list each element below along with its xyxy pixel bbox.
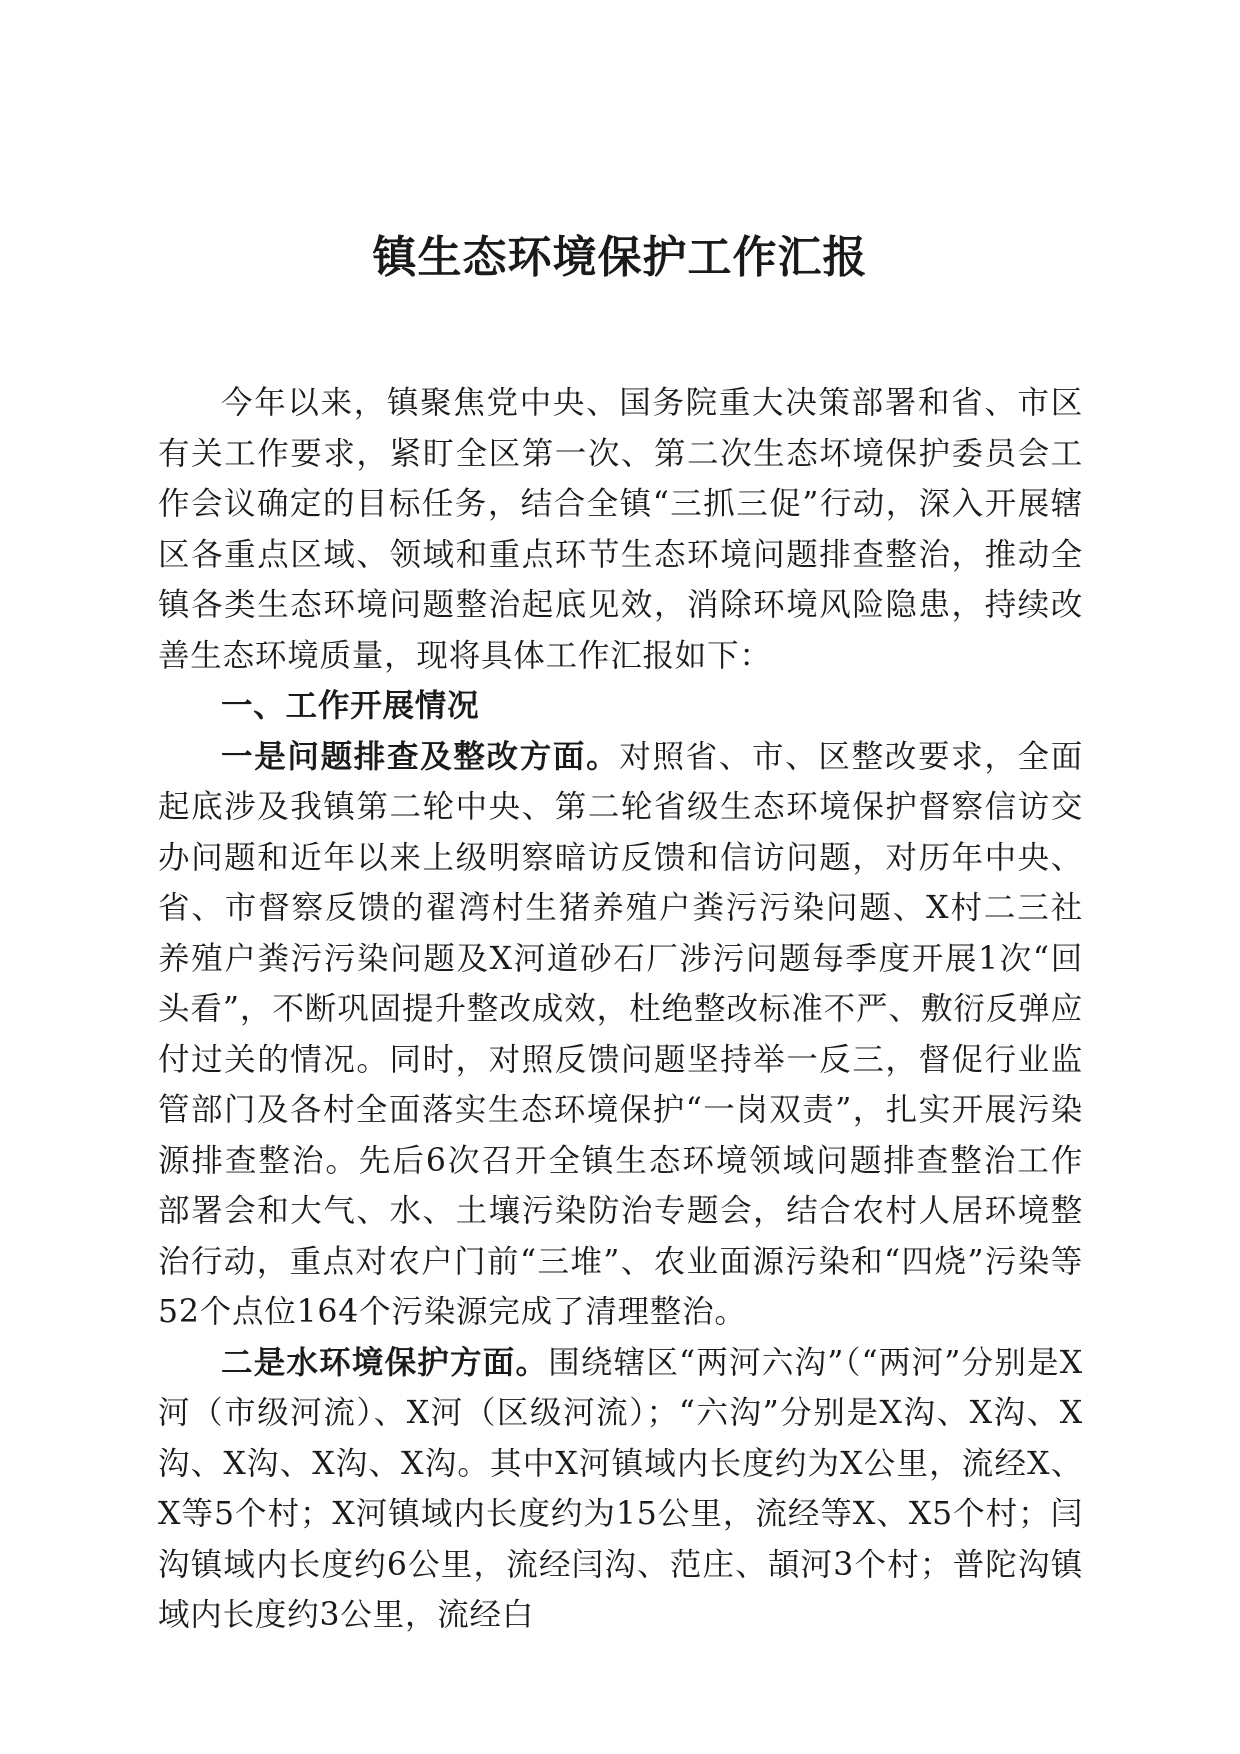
item-water-protection — [158, 1338, 1083, 1641]
document-body — [158, 378, 1083, 1641]
section-heading: 一、工作开展情况 — [221, 688, 480, 724]
item-text: 对照省、市、区整改要求，全面起底涉及我镇第二轮中央、第二轮省级生态环境保护督察信访交办问题和近年以来上级明察暗访反馈和信访问题，对历年中央、省、市督察反馈的翟湾村生猪养殖户粪污污染问题、X村二三社养殖户粪污污染问题及X河道砂石厂涉污问题每季度开展1次“回头看”，不断巩固提升整改成效，杜绝整改标准不严、敷衍反弹应付过关的情况。同时，对照反馈问题坚持举一反三，督促行业监管部门及各村全面落实生态环境保护“一岗双责”，扎实开展污染源排查整治。先后6次召开全镇生态环境领域问题排查整治工作部署会和大气、水、土壤污染防治专题会，结合农村人居环境整治行动，重点对农户门前“三堆”、农业面源污染和“四烧”污染等52个点位164个污染源完成了清理整治。 — [158, 738, 1084, 1330]
item-lead: 二是水环境保护方面。 — [221, 1343, 549, 1381]
document-title: 镇生态环境保护工作汇报 — [372, 232, 868, 283]
item-text: 围绕辖区“两河六沟”（“两河”分别是X河（市级河流）、X河（区级河流）；“六沟”分别是X沟、X沟、X沟、X沟、X沟、X沟。其中X河镇域内长度约为X公里，流经X、X等5个村；X河镇域内长度约为15公里，流经等X、X5个村；闫沟镇域内长度约6公里，流经闫沟、范庄、頡河3个村；普陀沟镇域内长度约3公里，流经白 — [158, 1344, 1083, 1633]
item-problem-rectification — [158, 732, 1083, 1338]
intro-paragraph: 今年以来，镇聚焦党中央、国务院重大决策部署和省、市区有关工作要求，紧盯全区第一次、第二次生态坏境保护委员会工作会议确定的目标任务，结合全镇“三抓三促”行动，深入开展辖区各重点区域、领域和重点环节生态环境问题排查整治，推动全镇各类生态环境问题整治起底见效，消除环境风险隐患，持续改善生态环境质量，现将具体工作汇报如下： — [158, 385, 1083, 674]
item-lead: 一是问题排查及整改方面。 — [221, 737, 620, 775]
